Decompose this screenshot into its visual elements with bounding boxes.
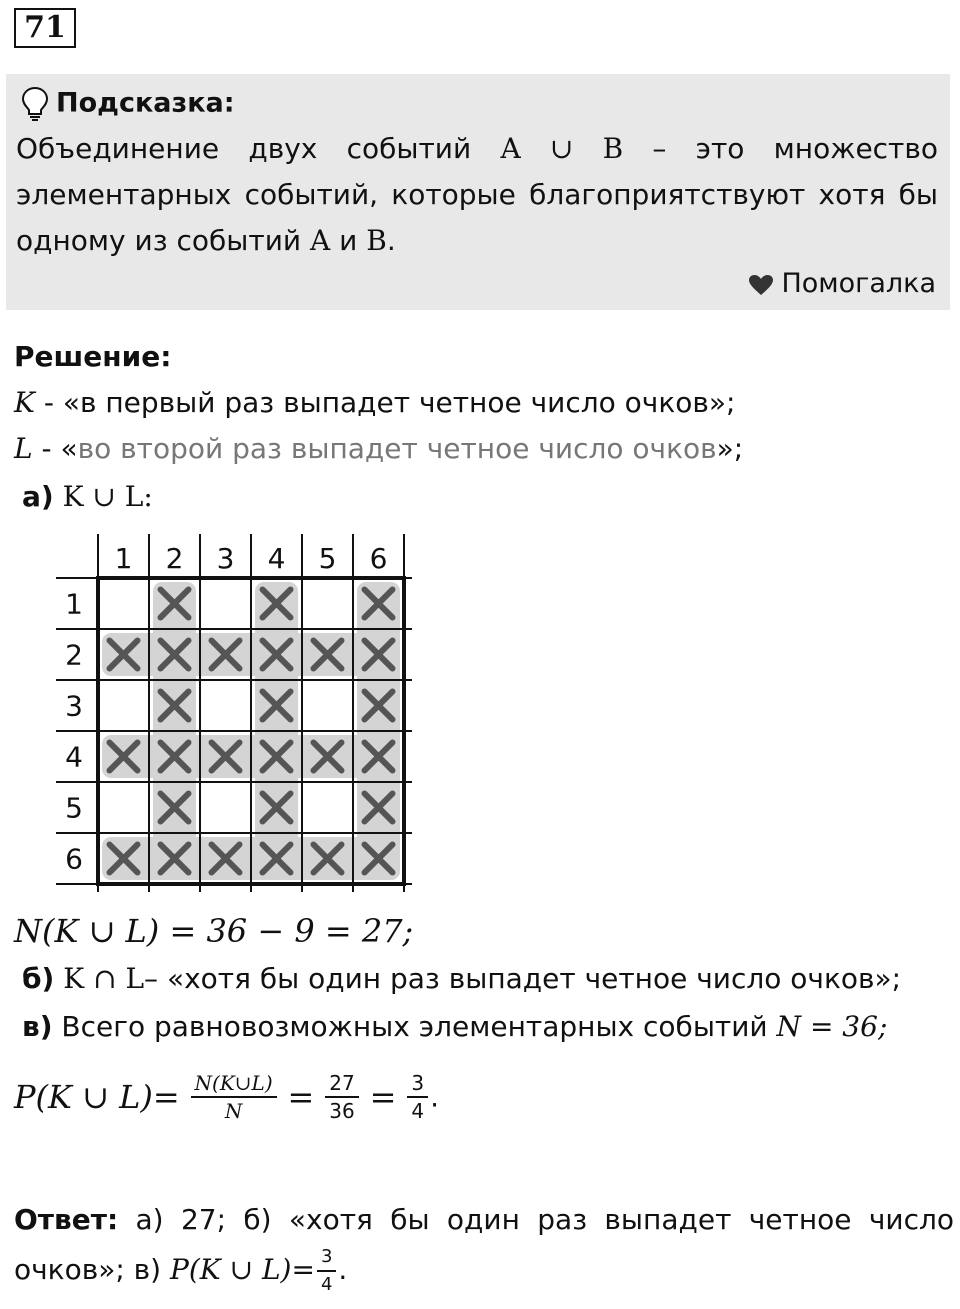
answer-frac-den: 4 [320,1274,333,1295]
l-end: »; [716,432,744,465]
part-a-label: а) [22,480,54,513]
answer-expr: P(K ∪ L)= [170,1253,315,1286]
solution-title: Решение: [14,340,172,373]
l-dash: - « [41,432,78,465]
event-k-line [14,386,735,419]
fraction-27-36 [325,1070,358,1124]
row-header: 3 [65,689,83,723]
brand-label [747,268,936,299]
row-header: 6 [65,842,83,876]
part-b-text: – «хотя бы один раз выпадет четное число очков»; [144,962,902,995]
part-a-expr: K ∪ L: [62,480,153,513]
fraction-3-4 [407,1070,428,1124]
hint-text-part-1: Объединение двух событий [16,132,472,165]
answer-end: . [338,1253,348,1286]
l-text: во второй раз выпадет четное число очков [77,432,717,465]
answer-block [14,1196,954,1298]
frac3-num: 3 [407,1070,428,1098]
hint-and: и [339,224,358,257]
hint-title [20,86,235,122]
hint-text-part-2: – это множество элементарных событий, которые благоприятствуют хотя бы одному из событий [16,132,939,257]
part-c-line [22,1010,887,1043]
part-c-expr: N = 36; [776,1010,888,1043]
row-header: 5 [65,791,83,825]
row-header: 2 [65,638,83,672]
column-header: 6 [369,542,388,575]
lightbulb-icon [20,86,50,122]
heart-icon [747,273,775,297]
hint-event-b: B [366,224,387,257]
row-header: 1 [65,587,83,621]
part-a-line [22,480,153,513]
outcome-grid-svg [56,534,426,894]
outcome-grid [56,534,426,898]
fraction-n-over-n [191,1070,277,1124]
column-header: 2 [165,542,184,575]
part-b-line [22,962,901,995]
probability-line [14,1070,439,1124]
hint-text [16,126,938,264]
part-c-label: в) [22,1010,53,1043]
row-header: 4 [65,740,83,774]
part-b-label: б) [22,962,55,995]
part-c-text: Всего равновозможных элементарных событий [61,1010,768,1043]
hint-event-a: A [310,224,331,257]
hint-period: . [386,224,396,257]
answer-fraction [317,1244,336,1298]
event-l-line [14,432,743,465]
answer-frac-num: 3 [317,1244,336,1272]
column-header: 4 [267,542,286,575]
k-var: K [14,386,35,419]
frac2-den: 36 [329,1099,355,1123]
frac3-den: 4 [411,1099,425,1123]
prob-end: . [430,1080,439,1114]
brand-text: Помогалка [781,268,936,299]
hint-union-expr: A ∪ B [500,132,624,165]
column-header: 1 [114,542,133,575]
frac1-num: N(K∪L) [191,1070,277,1098]
hint-title-text: Подсказка: [56,87,235,119]
part-b-expr: K ∩ L [63,962,145,995]
answer-text: а) 27; б) «хотя бы один раз выпадет четное число очков»; в) [14,1203,954,1286]
frac2-num: 27 [325,1070,358,1098]
answer-label: Ответ: [14,1203,119,1236]
prob-lhs: P(K ∪ L)= [14,1078,180,1116]
column-header: 3 [216,542,235,575]
hint-box [6,74,950,310]
count-line: N(K ∪ L) = 36 − 9 = 27; [14,912,414,950]
frac1-den: N [224,1099,243,1123]
k-text: - «в первый раз выпадет четное число очков»; [43,386,736,419]
eq-sign-1: = [287,1078,315,1116]
column-header: 5 [318,542,337,575]
eq-sign-2: = [369,1078,397,1116]
l-var: L [14,432,33,465]
task-number: 71 [14,8,76,48]
